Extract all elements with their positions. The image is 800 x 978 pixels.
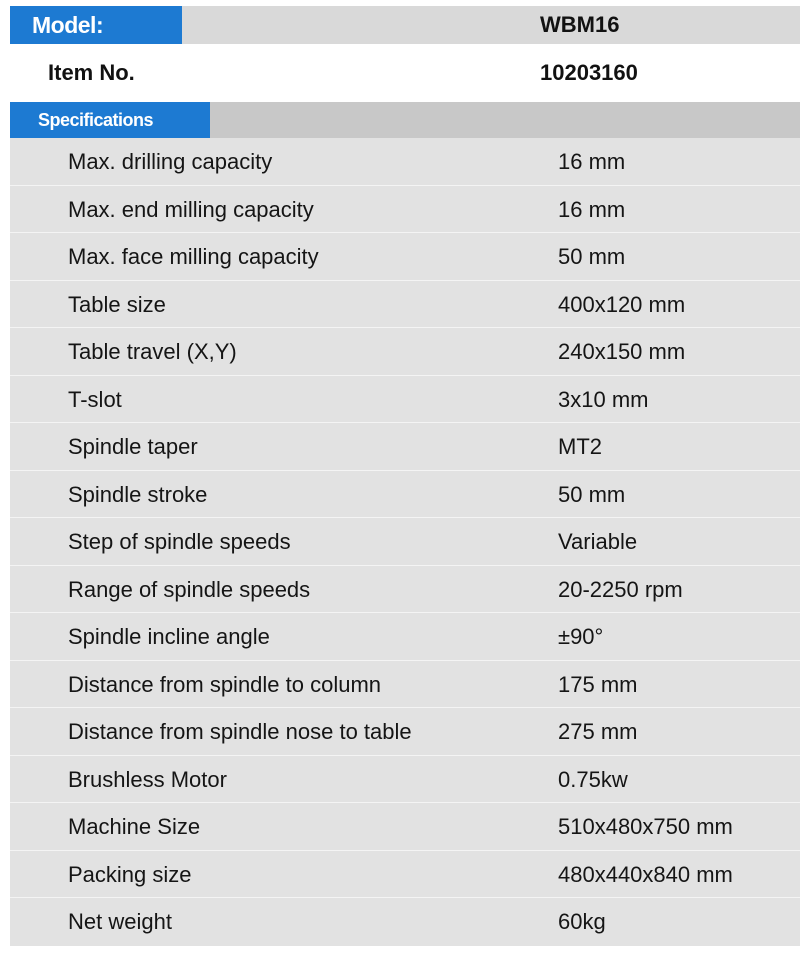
- item-number-label: Item No.: [48, 60, 135, 85]
- spec-row: [10, 803, 800, 851]
- spec-row: [10, 661, 800, 709]
- spec-value: 0.75kw: [558, 766, 628, 792]
- spec-sheet: [10, 6, 800, 946]
- spec-value: 16 mm: [558, 149, 626, 174]
- spec-value: 275 mm: [558, 719, 638, 744]
- spec-row: [10, 613, 800, 661]
- spec-label: Step of spindle speeds: [68, 529, 291, 554]
- spec-row: [10, 138, 800, 186]
- spec-label: Spindle stroke: [68, 481, 208, 507]
- spec-row: [10, 898, 800, 946]
- spec-label: Table travel (X,Y): [68, 339, 237, 364]
- spec-label: Max. face milling capacity: [68, 244, 319, 269]
- spec-row: [10, 566, 800, 614]
- specifications-header: [10, 102, 800, 138]
- spec-row: [10, 376, 800, 424]
- spec-value: 240x150 mm: [558, 339, 686, 364]
- spec-value: 175 mm: [558, 671, 638, 697]
- spec-row: [10, 756, 800, 804]
- spec-label: Max. end milling capacity: [68, 196, 314, 222]
- spec-value: ±90°: [558, 624, 604, 649]
- spec-value: 480x440x840 mm: [558, 861, 733, 887]
- spec-label: Net weight: [68, 909, 172, 934]
- spec-label: Range of spindle speeds: [68, 576, 311, 602]
- spec-row: [10, 186, 800, 234]
- spec-label: Spindle incline angle: [68, 624, 270, 649]
- spec-row: [10, 423, 800, 471]
- spec-row: [10, 281, 800, 329]
- specifications-label: Specifications: [10, 102, 210, 138]
- spec-value: MT2: [558, 434, 602, 459]
- spec-row: [10, 471, 800, 519]
- spec-row: [10, 233, 800, 281]
- spec-value: 50 mm: [558, 244, 626, 269]
- spec-value: 400x120 mm: [558, 291, 686, 317]
- spec-value: 3x10 mm: [558, 386, 649, 412]
- spec-value: 20-2250 rpm: [558, 576, 683, 602]
- spec-row: [10, 851, 800, 899]
- spec-label: Table size: [68, 291, 166, 317]
- spec-label: Machine Size: [68, 814, 201, 839]
- spec-value: 60kg: [558, 909, 606, 934]
- item-row: [10, 44, 800, 102]
- spec-row: [10, 708, 800, 756]
- model-label: Model:: [10, 6, 182, 44]
- spec-label: T-slot: [68, 386, 122, 412]
- spec-label: Max. drilling capacity: [68, 149, 273, 174]
- spec-label: Distance from spindle to column: [68, 671, 382, 697]
- spec-label: Spindle taper: [68, 434, 198, 459]
- model-value: WBM16: [540, 12, 620, 37]
- specifications-table: [10, 138, 800, 946]
- spec-value: Variable: [558, 529, 638, 554]
- spec-row: [10, 328, 800, 376]
- spec-label: Distance from spindle nose to table: [68, 719, 412, 744]
- model-row: [10, 6, 800, 44]
- spec-value: 50 mm: [558, 481, 626, 507]
- spec-value: 510x480x750 mm: [558, 814, 733, 839]
- spec-label: Packing size: [68, 861, 192, 887]
- spec-label: Brushless Motor: [68, 766, 227, 792]
- spec-value: 16 mm: [558, 196, 626, 222]
- item-number-value: 10203160: [540, 60, 638, 85]
- spec-row: [10, 518, 800, 566]
